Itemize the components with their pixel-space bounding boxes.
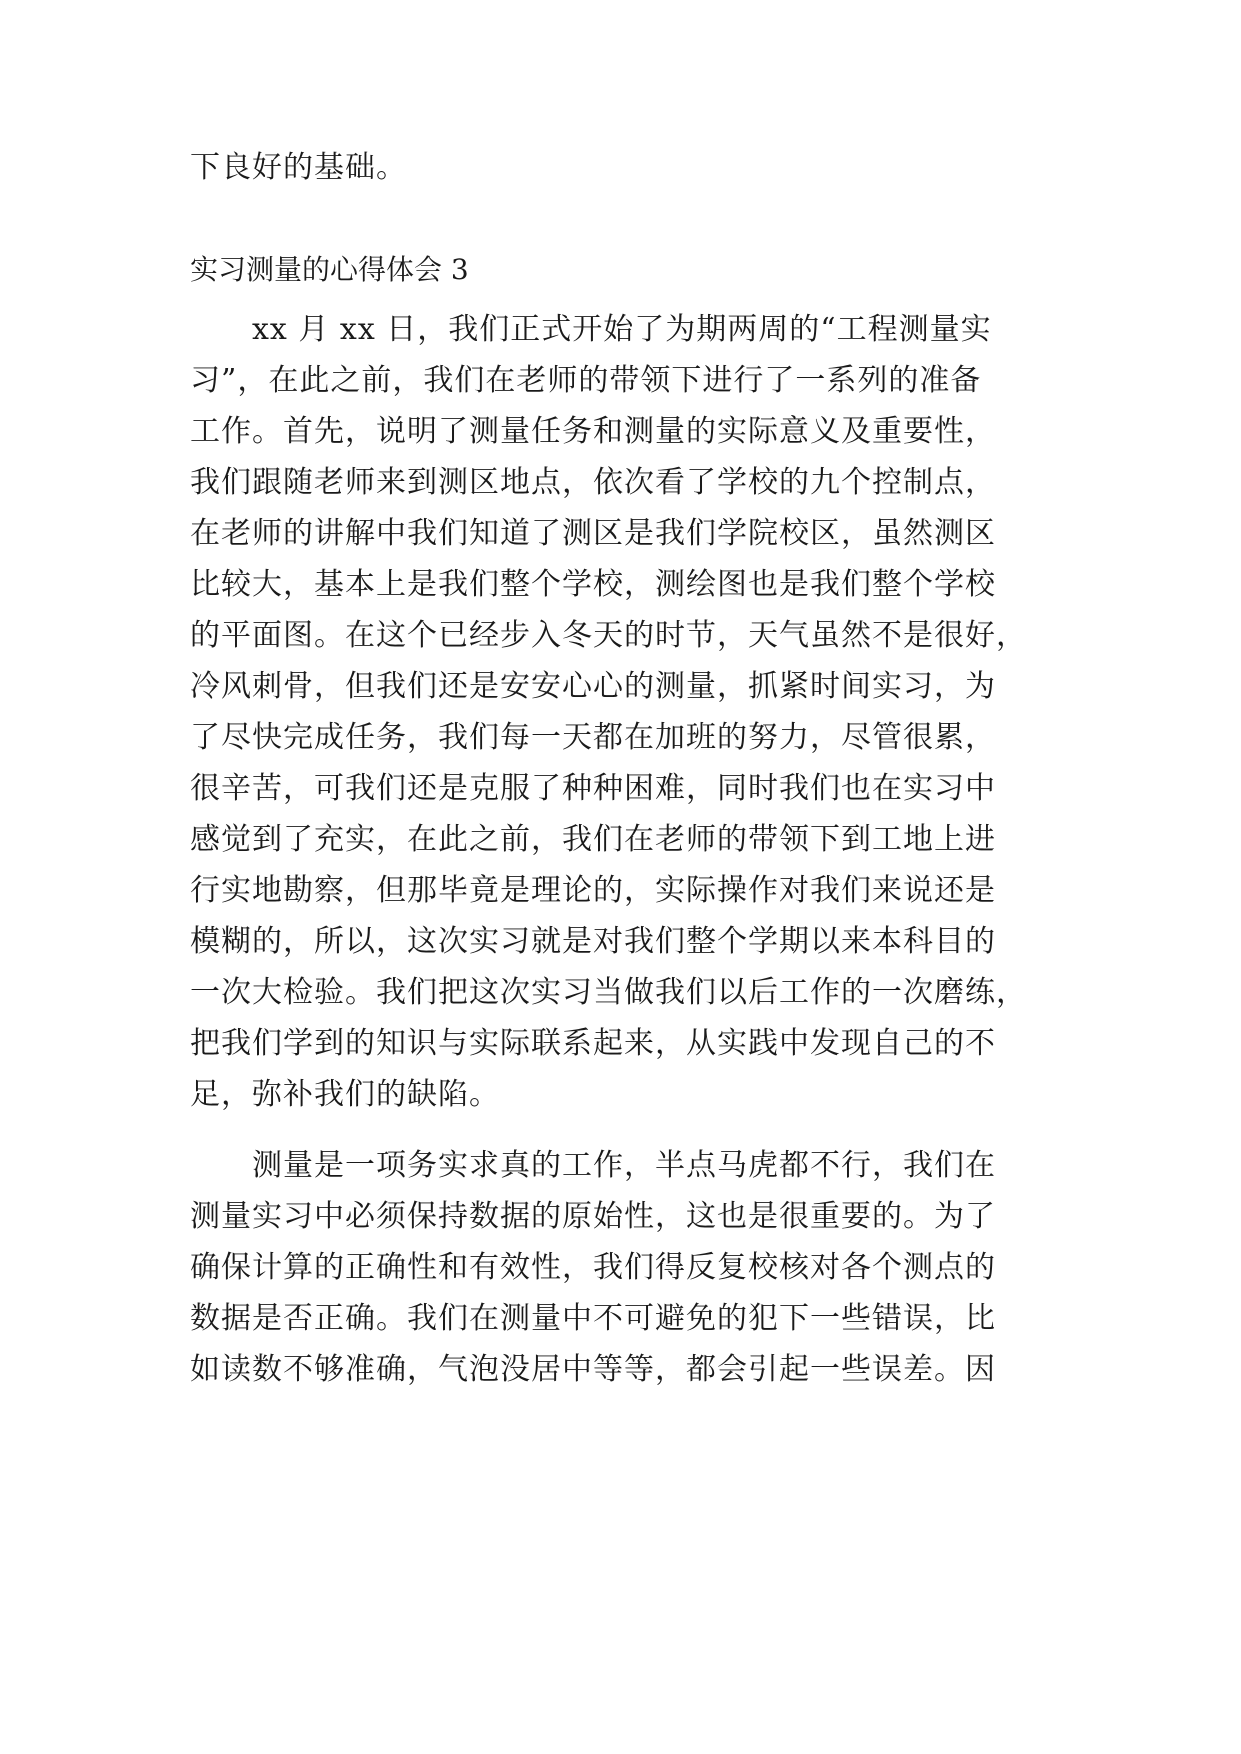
paragraph-line: 了尽快完成任务，我们每一天都在加班的努力，尽管很累，	[190, 720, 996, 755]
paragraph-line: 的平面图。在这个已经步入冬天的时节，天气虽然不是很好，	[190, 618, 1027, 653]
intro-line: 下良好的基础。	[190, 150, 407, 185]
paragraph-line: 在老师的讲解中我们知道了测区是我们学院校区，虽然测区	[190, 516, 996, 551]
paragraph-line: 测量实习中必须保持数据的原始性，这也是很重要的。为了	[190, 1199, 996, 1234]
paragraph-line: 很辛苦，可我们还是克服了种种困难，同时我们也在实习中	[190, 771, 996, 806]
paragraph-line: 数据是否正确。我们在测量中不可避免的犯下一些错误，比	[190, 1301, 996, 1336]
paragraph-line: 把我们学到的知识与实际联系起来，从实践中发现自己的不	[190, 1026, 996, 1061]
paragraph-line: 感觉到了充实，在此之前，我们在老师的带领下到工地上进	[190, 822, 996, 857]
paragraph-line: 我们跟随老师来到测区地点，依次看了学校的九个控制点，	[190, 465, 996, 500]
paragraph-line: 如读数不够准确，气泡没居中等等，都会引起一些误差。因	[190, 1352, 996, 1387]
paragraph-line: 习”，在此之前，我们在老师的带领下进行了一系列的准备	[190, 363, 982, 398]
paragraph-line: 工作。首先，说明了测量任务和测量的实际意义及重要性，	[190, 414, 996, 449]
section-title: 实习测量的心得体会 3	[190, 253, 469, 286]
paragraph-line: xx 月 xx 日，我们正式开始了为期两周的“工程测量实	[190, 312, 992, 347]
paragraph-line: 足，弥补我们的缺陷。	[190, 1077, 500, 1112]
paragraph-line: 测量是一项务实求真的工作，半点马虎都不行，我们在	[190, 1148, 996, 1183]
paragraph-line: 确保计算的正确性和有效性，我们得反复校核对各个测点的	[190, 1250, 996, 1285]
paragraph-line: 一次大检验。我们把这次实习当做我们以后工作的一次磨练，	[190, 975, 1027, 1010]
paragraph-line: 模糊的，所以，这次实习就是对我们整个学期以来本科目的	[190, 924, 996, 959]
paragraph-line: 行实地勘察，但那毕竟是理论的，实际操作对我们来说还是	[190, 873, 996, 908]
paragraph-line: 冷风刺骨，但我们还是安安心心的测量，抓紧时间实习，为	[190, 669, 996, 704]
paragraph-line: 比较大，基本上是我们整个学校，测绘图也是我们整个学校	[190, 567, 996, 602]
